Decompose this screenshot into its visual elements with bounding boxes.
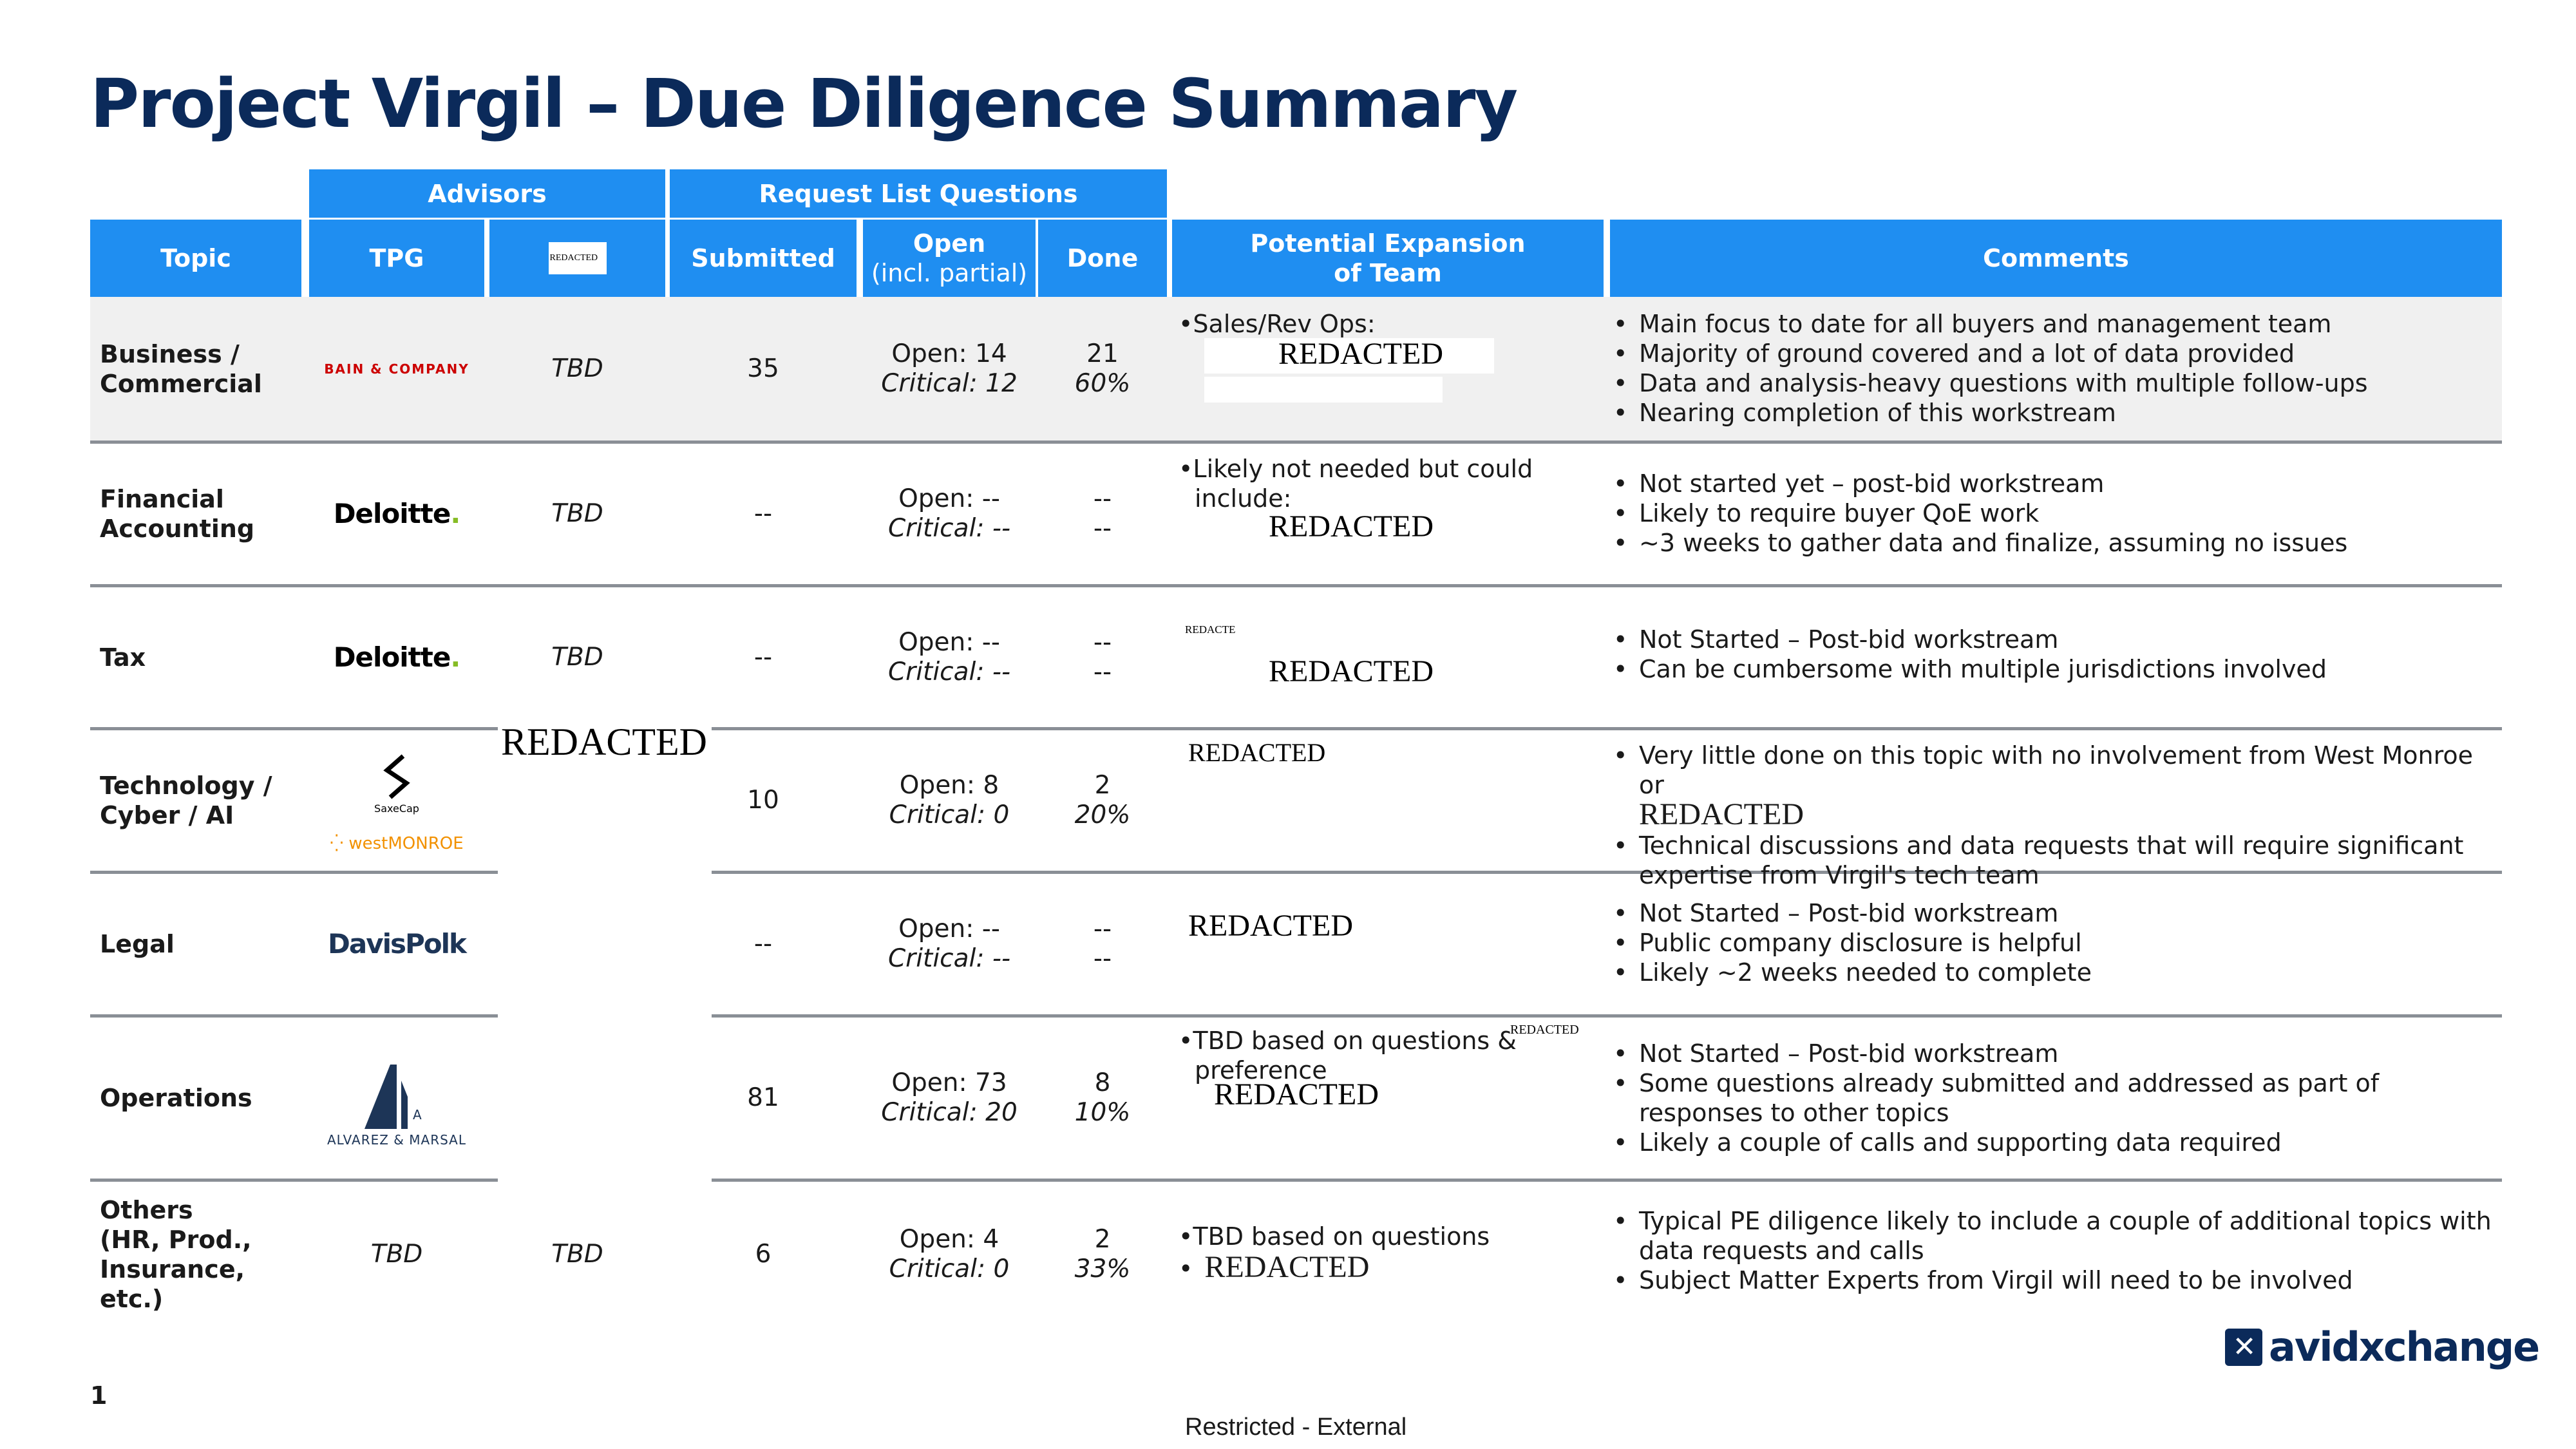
saxecap-icon (374, 751, 419, 802)
comment-item: • Main focus to date for all buyers and management team (1613, 309, 2502, 339)
comment-item: • Public company disclosure is helpful (1613, 928, 2502, 958)
redaction-box (1204, 377, 1443, 402)
table-row (100, 587, 146, 727)
col-header-comments: Comments (1610, 220, 2502, 297)
topic-line: etc.) (100, 1284, 164, 1313)
submitted-value: 6 (755, 1239, 772, 1269)
alvarez-marsal-logo: ALVAREZ & MARSAL (327, 1132, 466, 1148)
open-value (863, 297, 1036, 440)
topic-line: Operations (100, 1084, 252, 1112)
done-value (1038, 1018, 1167, 1179)
done-count: -- (1093, 627, 1112, 657)
comments-list (1613, 625, 2502, 684)
critical-count: Critical: 0 (889, 800, 1010, 829)
advisor-tbd: TBD (551, 1239, 603, 1269)
open-count: Open: 4 (899, 1224, 999, 1254)
open-count: Open: 8 (899, 771, 999, 800)
done-percent: 10% (1074, 1098, 1131, 1127)
x-icon: ✕ (2225, 1329, 2262, 1366)
comments-list (1613, 1206, 2502, 1295)
potential-text: •TBD based on questions & preference (1179, 1027, 1517, 1084)
comment-item: • Some questions already submitted and addressed as part of responses to other topics (1613, 1068, 2502, 1128)
topic-line: Technology / (100, 772, 272, 800)
bullet: • (1179, 1255, 1193, 1283)
submitted-value: -- (753, 499, 773, 528)
topic-line: Insurance, (100, 1255, 245, 1283)
comment-item: • Likely ~2 weeks needed to complete (1613, 958, 2502, 987)
comments-list (1613, 469, 2502, 558)
critical-count: Critical: 0 (889, 1254, 1010, 1283)
avidxchange-logo (2225, 1323, 2539, 1370)
topic-line: Legal (100, 930, 175, 958)
comment-item: • Technical discussions and data requests that will require significant expertise from Virgil's tech team (1613, 831, 2502, 890)
classification-label: Restricted - External (1185, 1414, 1407, 1441)
alvarez-marsal-logo-block (309, 1043, 484, 1166)
comment-item: • Not started yet – post-bid workstream (1613, 469, 2502, 498)
done-percent: 33% (1074, 1254, 1131, 1283)
table-row (100, 730, 272, 871)
critical-count: Critical: 20 (881, 1098, 1018, 1127)
done-value (1038, 587, 1167, 727)
comment-item: • Not Started – Post-bid workstream (1613, 625, 2502, 654)
table-row (100, 874, 175, 1014)
page-title: Project Virgil – Due Diligence Summary (90, 64, 1517, 143)
open-count: Open: 14 (891, 339, 1007, 368)
submitted-value: -- (753, 929, 773, 958)
topic-line: Financial (100, 485, 224, 513)
redacted-text: REDACTED (1214, 1077, 1379, 1112)
redacted-text: REDACTED (1269, 509, 1434, 544)
redacted-text: REDACTED (1278, 337, 1443, 371)
comment-item: • Nearing completion of this workstream (1613, 398, 2502, 428)
open-value (863, 874, 1036, 1014)
davispolk-logo: DavisPolk (328, 928, 466, 960)
open-count: Open: -- (898, 484, 1000, 513)
open-value (863, 1018, 1036, 1179)
open-label: Open (913, 229, 986, 258)
redacted-text: REDACTED (1639, 797, 1804, 831)
advisor-tbd: TBD (551, 354, 603, 383)
redacted-text: REDACTED (1188, 909, 1353, 943)
col-header-done: Done (1038, 220, 1167, 297)
topic-line: Accounting (100, 515, 255, 543)
open-sublabel: (incl. partial) (871, 259, 1028, 287)
comment-item: • Typical PE diligence likely to include a couple of additional topics with data requests and calls (1613, 1206, 2502, 1265)
topic-line: Commercial (100, 369, 262, 398)
redacted-text: REDACTED (1269, 654, 1434, 688)
comment-item: • Not Started – Post-bid workstream (1613, 1039, 2502, 1068)
open-value (863, 587, 1036, 727)
comment-item: • Majority of ground covered and a lot of data provided (1613, 339, 2502, 368)
col-header-topic: Topic (90, 220, 301, 297)
comments-list (1613, 898, 2502, 987)
advisor-tbd: TBD (551, 499, 603, 528)
row-divider (712, 1179, 2502, 1182)
done-value (1038, 444, 1167, 584)
open-value (863, 444, 1036, 584)
critical-count: Critical: 12 (881, 368, 1018, 398)
col-header-tpg: TPG (309, 220, 484, 297)
done-percent: 20% (1074, 800, 1131, 829)
comment-item: • Data and analysis-heavy questions with multiple follow-ups (1613, 368, 2502, 398)
done-value (1038, 297, 1167, 440)
open-value (863, 1185, 1036, 1323)
table-row (100, 1185, 252, 1323)
done-percent: -- (1093, 657, 1112, 687)
potential-label-2: of Team (1334, 259, 1442, 287)
potential-label-1: Potential Expansion (1250, 229, 1526, 258)
potential-text: •Likely not needed but could include: (1179, 455, 1533, 513)
request-list-group-header: Request List Questions (670, 169, 1167, 218)
redacted-text-small: REDACTED (1510, 1023, 1579, 1037)
comments-list (1613, 1039, 2502, 1157)
done-count: 2 (1094, 771, 1111, 800)
table-row (100, 297, 262, 440)
col-header-submitted: Submitted (670, 220, 857, 297)
topic-line: Tax (100, 643, 146, 672)
potential-text: •TBD based on questions (1179, 1222, 1490, 1251)
comment-item: • Very little done on this topic with no involvement from West Monroe or REDACTED (1613, 741, 2502, 831)
comments-list (1613, 741, 2502, 890)
submitted-value: -- (753, 642, 773, 672)
done-percent: 60% (1074, 368, 1131, 398)
alvarez-marsal-icon (361, 1061, 432, 1132)
potential-text: •Sales/Rev Ops: (1179, 310, 1376, 338)
done-count: 2 (1094, 1224, 1111, 1254)
table-row (100, 1018, 252, 1179)
redacted-text: REDACTED (501, 721, 707, 763)
comment-item: • Likely to require buyer QoE work (1613, 498, 2502, 528)
svg-text:A: A (413, 1107, 422, 1122)
done-count: -- (1093, 914, 1112, 943)
brand-name: avidxchange (2269, 1323, 2539, 1370)
open-count: Open: -- (898, 627, 1000, 657)
comment-item: • Not Started – Post-bid workstream (1613, 898, 2502, 928)
done-value (1038, 730, 1167, 871)
page-number: 1 (90, 1381, 108, 1410)
col-header-open (863, 220, 1036, 297)
col-header-redacted-advisor (489, 220, 665, 297)
table-row (100, 444, 254, 584)
critical-count: Critical: -- (887, 514, 1011, 543)
open-count: Open: 73 (891, 1068, 1007, 1097)
advisor-tbd: TBD (551, 642, 603, 672)
topic-line: Others (100, 1195, 193, 1224)
tpg-tbd: TBD (370, 1239, 423, 1269)
done-value (1038, 1185, 1167, 1323)
potential-redacted-line (1179, 1249, 1369, 1285)
topic-line: (HR, Prod., (100, 1225, 252, 1254)
row-divider (90, 1179, 498, 1182)
tech-advisor-logos (309, 734, 484, 869)
advisors-group-header: Advisors (309, 169, 665, 218)
done-percent: -- (1093, 944, 1112, 973)
done-count: 8 (1094, 1068, 1111, 1097)
critical-count: Critical: -- (887, 657, 1011, 687)
done-percent: -- (1093, 514, 1112, 543)
submitted-value: 35 (747, 354, 779, 383)
comment-item: • Subject Matter Experts from Virgil will need to be involved (1613, 1265, 2502, 1295)
redacted-box (549, 242, 607, 274)
open-count: Open: -- (898, 914, 1000, 943)
col-header-potential (1172, 220, 1604, 297)
open-value (863, 730, 1036, 871)
deloitte-logo: Deloitte. (333, 498, 460, 529)
comments-list (1613, 309, 2502, 428)
critical-count: Critical: -- (887, 944, 1011, 973)
redacted-text: REDACTED (1188, 738, 1326, 767)
topic-line: Business / (100, 339, 240, 368)
redacted-text-small: REDACTE (1185, 623, 1236, 636)
redacted-text: REDACTED (1204, 1250, 1370, 1284)
done-count: 21 (1086, 339, 1119, 368)
comment-item: • Likely a couple of calls and supporting data required (1613, 1128, 2502, 1157)
redacted-label: REDACTED (549, 253, 598, 263)
topic-line: Cyber / AI (100, 801, 234, 829)
done-value (1038, 874, 1167, 1014)
done-count: -- (1093, 484, 1112, 513)
comment-item: • ~3 weeks to gather data and finalize, assuming no issues (1613, 528, 2502, 558)
submitted-value: 10 (747, 786, 779, 815)
submitted-value: 81 (747, 1083, 779, 1112)
westmonroe-logo: ⁛ westMONROE (330, 833, 464, 853)
bain-logo: BAIN & COMPANY (324, 361, 469, 377)
saxecap-logo: SaxeCap (374, 802, 419, 815)
comment-item: • Can be cumbersome with multiple jurisdictions involved (1613, 654, 2502, 684)
deloitte-logo: Deloitte. (333, 641, 460, 673)
